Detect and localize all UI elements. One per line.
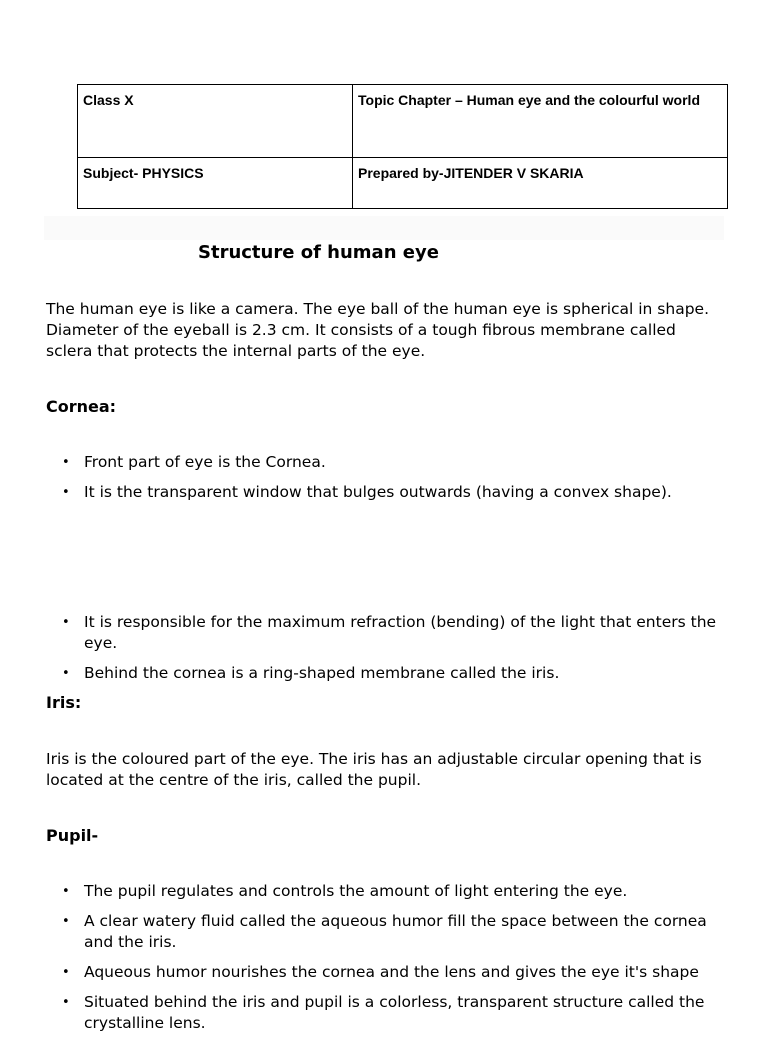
list-item <box>46 962 726 983</box>
list-item <box>46 911 726 953</box>
iris-paragraph: Iris is the coloured part of the eye. The iris has an adjustable circular opening that is located at the centre of the iris, called the pupil. <box>46 750 702 789</box>
topic-cell: Topic Chapter – Human eye and the colourful world <box>353 85 728 158</box>
list-item-text: It is responsible for the maximum refraction (bending) of the light that enters the eye. <box>84 613 717 652</box>
list-item-text: Front part of eye is the Cornea. <box>84 453 326 471</box>
bullet: • <box>62 455 70 470</box>
list-item <box>46 612 726 654</box>
bullet: • <box>62 965 70 980</box>
intro-paragraph: The human eye is like a camera. The eye ball of the human eye is spherical in shape. Diameter of the eyeball is 2.3 cm. It consists of a tough fibrous membrane called sclera that protects the internal parts of the eye. <box>46 300 710 360</box>
pupil-list <box>46 881 726 1043</box>
header-table <box>77 84 728 209</box>
pupil-heading: Pupil- <box>46 826 99 845</box>
class-cell: Class X <box>78 85 353 158</box>
iris-heading: Iris: <box>46 693 82 712</box>
bullet: • <box>62 995 70 1010</box>
bullet: • <box>62 914 70 929</box>
cornea-heading: Cornea: <box>46 397 117 416</box>
list-item-text: Aqueous humor nourishes the cornea and the lens and gives the eye it's shape <box>84 963 699 981</box>
list-item-text: It is the transparent window that bulges outwards (having a convex shape). <box>84 483 672 501</box>
list-item <box>46 992 726 1034</box>
list-item <box>46 663 726 684</box>
list-item-text: The pupil regulates and controls the amount of light entering the eye. <box>84 882 628 900</box>
bullet: • <box>62 884 70 899</box>
cornea-list-a <box>46 452 726 512</box>
list-item <box>46 452 726 473</box>
subject-cell: Subject- PHYSICS <box>78 158 353 209</box>
bullet: • <box>62 615 70 630</box>
list-item-text: Situated behind the iris and pupil is a colorless, transparent structure called the crystalline lens. <box>84 993 705 1032</box>
list-item-text: Behind the cornea is a ring-shaped membrane called the iris. <box>84 664 560 682</box>
list-item-text: A clear watery fluid called the aqueous humor fill the space between the cornea and the iris. <box>84 912 707 951</box>
header-row <box>78 85 728 158</box>
header-row <box>78 158 728 209</box>
divider-band <box>44 216 724 240</box>
list-item <box>46 482 726 503</box>
bullet: • <box>62 485 70 500</box>
bullet: • <box>62 666 70 681</box>
cornea-list-b <box>46 612 726 693</box>
page-title: Structure of human eye <box>198 242 439 263</box>
prepared-by-cell: Prepared by-JITENDER V SKARIA <box>353 158 728 209</box>
list-item <box>46 881 726 902</box>
